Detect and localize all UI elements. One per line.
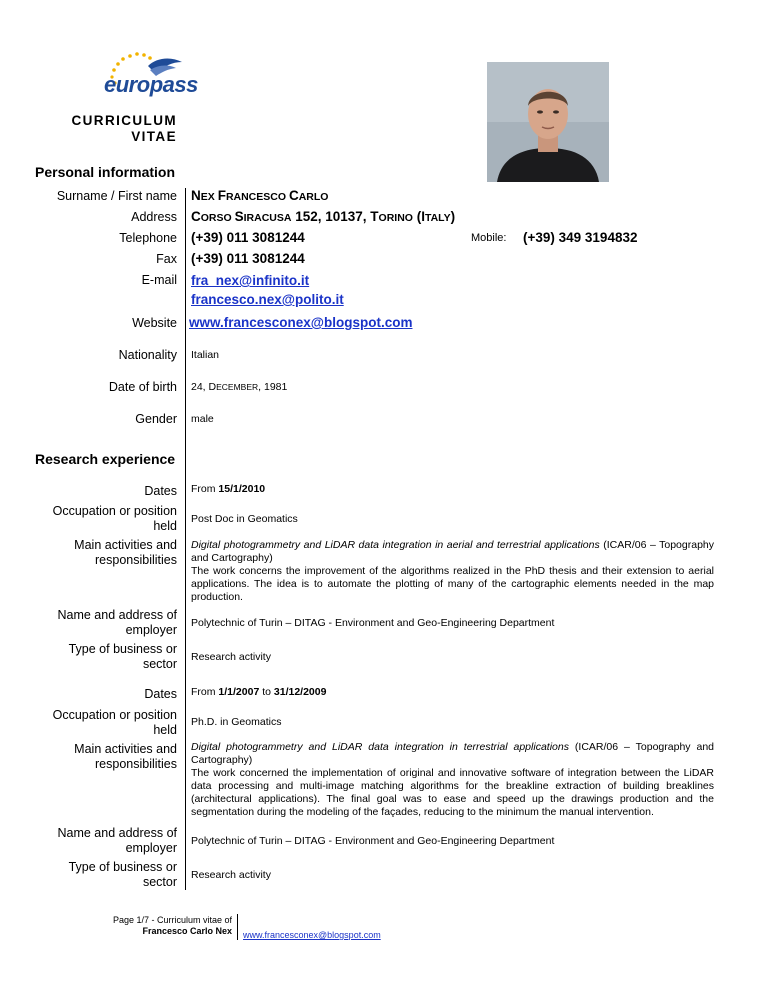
label-telephone: Telephone (119, 231, 177, 245)
label-employer-1: Name and address of (57, 608, 177, 622)
label-dob: Date of birth (108, 380, 177, 394)
label-activities-2: responsibilities (95, 553, 177, 567)
label-activities-1: Main activities and (74, 538, 177, 552)
entry2-employer: Polytechnic of Turin – DITAG - Environment and Geo-Engineering Department (191, 835, 555, 847)
email-link-2[interactable]: francesco.nex@polito.it (191, 292, 344, 307)
entry2-business: Research activity (191, 869, 271, 881)
label-gender: Gender (135, 412, 177, 426)
entry1-business: Research activity (191, 651, 271, 663)
section-heading-personal: Personal information (35, 164, 176, 180)
label-nationality: Nationality (118, 348, 177, 362)
logo-word-pass: pass (149, 72, 198, 97)
footer-website-link[interactable]: www.francesconex@blogspot.com (243, 930, 381, 940)
label-address: Address (131, 210, 177, 224)
dob-value: 24, DECEMBER, 1981 (191, 381, 288, 393)
label-name: Surname / First name (56, 189, 177, 203)
person-name: NEX FRANCESCO CARLO (191, 188, 329, 203)
fax-value: (+39) 011 3081244 (191, 251, 305, 266)
label-employer-2: employer (125, 841, 177, 855)
footer-divider (237, 914, 238, 940)
entry2-dates: From 1/1/2007 to 31/12/2009 (191, 686, 327, 698)
label-occupation-2: held (153, 519, 177, 533)
label-website: Website (132, 316, 177, 330)
label-dates: Dates (144, 687, 177, 701)
website-link[interactable]: www.francesconex@blogspot.com (189, 315, 413, 330)
europass-logo (90, 48, 198, 98)
cv-title-line2: VITAE (131, 129, 177, 144)
label-email: E-mail (141, 273, 177, 287)
label-employer-1: Name and address of (57, 826, 177, 840)
label-mobile: Mobile: (471, 232, 507, 244)
label-dates: Dates (144, 484, 177, 498)
label-activities-1: Main activities and (74, 742, 177, 756)
label-employer-2: employer (125, 623, 177, 637)
cv-title-line1: CURRICULUM (71, 113, 177, 128)
telephone-value: (+39) 011 3081244 (191, 230, 305, 245)
label-fax: Fax (156, 252, 177, 266)
label-business-2: sector (142, 657, 177, 671)
email-link-1[interactable]: fra_nex@infinito.it (191, 273, 310, 288)
entry1-occupation: Post Doc in Geomatics (191, 513, 298, 525)
logo-word-euro: euro (104, 72, 150, 97)
label-business-1: Type of business or (68, 860, 177, 874)
portrait-photo (487, 62, 609, 182)
entry1-activities: Digital photogrammetry and LiDAR data integration in aerial and terrestrial applications (ICAR/06 – Topography and Cartography) The work concerns the improvement of the algorithms realized in the PhD thesis and their extension to aerial applications. The idea is to automate the plotting of many of the cartographic elements needed in the map production. (191, 539, 714, 603)
label-occupation-1: Occupation or position (52, 504, 177, 518)
vertical-divider (185, 188, 186, 890)
gender-value: male (191, 413, 214, 425)
label-occupation-1: Occupation or position (52, 708, 177, 722)
entry2-occupation: Ph.D. in Geomatics (191, 716, 282, 728)
mobile-value: (+39) 349 3194832 (523, 230, 638, 245)
label-occupation-2: held (153, 723, 177, 737)
entry1-employer: Polytechnic of Turin – DITAG - Environment and Geo-Engineering Department (191, 617, 555, 629)
label-business-1: Type of business or (68, 642, 177, 656)
address-value: CORSO SIRACUSA 152, 10137, TORINO (ITALY) (191, 209, 456, 224)
footer-page-info: Page 1/7 - Curriculum vitae of Francesco Carlo Nex (112, 915, 232, 936)
nationality-value: Italian (191, 349, 220, 361)
entry1-dates: From 15/1/2010 (191, 483, 266, 495)
label-activities-2: responsibilities (95, 757, 177, 771)
section-heading-research: Research experience (35, 451, 176, 467)
label-business-2: sector (142, 875, 177, 889)
entry2-activities: Digital photogrammetry and LiDAR data integration in terrestrial applications (ICAR/06 – Topography and Cartography) The work concerned the implementation of original and innovative software of integration between the LiDAR data processing and multi-image matching algorithms for the breakline extraction of building breaklines (architectural applications). The final goal was to ease and speed up the drawings production and the segmentation during the modeling of the façades, reducing to the minimum the manual intervention. (191, 741, 714, 818)
